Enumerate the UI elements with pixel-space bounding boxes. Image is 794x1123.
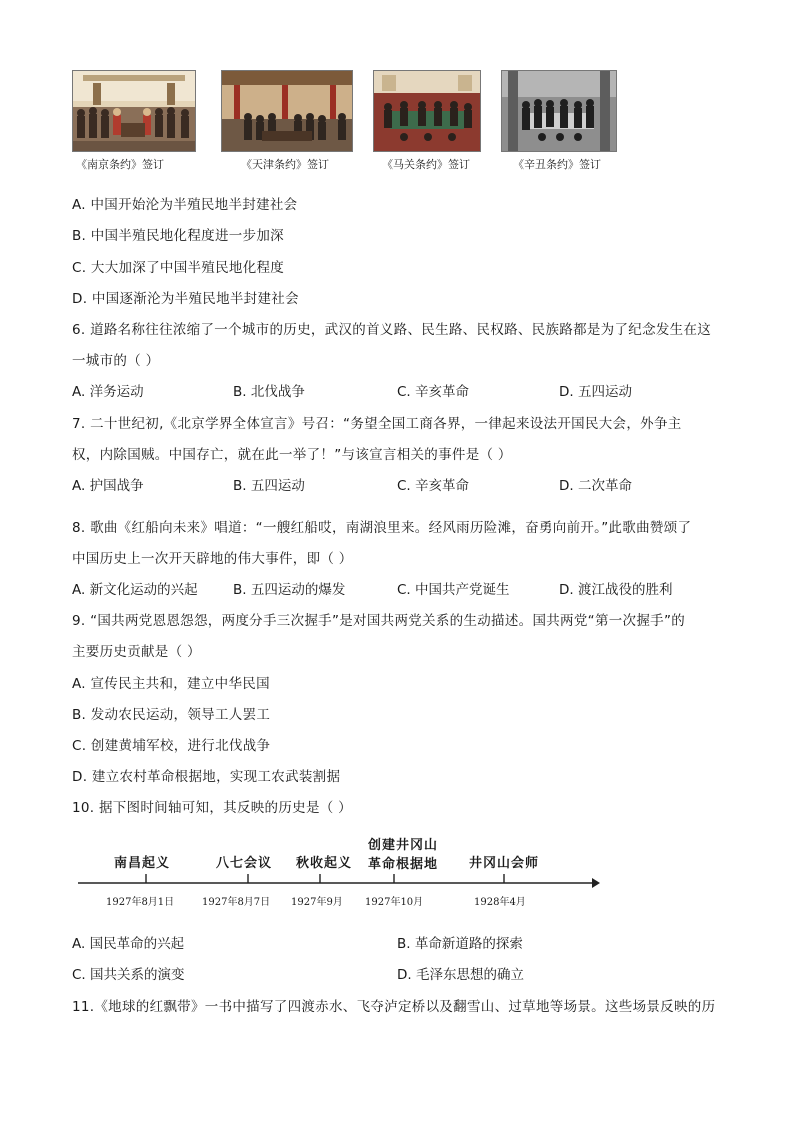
nanjing-treaty-photo xyxy=(72,70,196,171)
q9-option-a[interactable]: A. 宣传民主共和，建立中华民国 xyxy=(72,676,270,692)
shimonoseki-treaty-photo xyxy=(373,70,481,171)
timeline-date: 1927年9月 xyxy=(291,897,343,908)
photo-caption: 《马关条约》签订 xyxy=(382,158,470,171)
photo-caption: 《天津条约》签订 xyxy=(241,158,329,171)
q8-option-b[interactable]: B. 五四运动的爆发 xyxy=(233,582,346,598)
q7-stem-line-2: 权，内除国贼。中国存亡，就在此一举了！”与该宣言相关的事件是（ ） xyxy=(72,447,512,463)
timeline-event-label-line2: 革命根据地 xyxy=(368,857,439,872)
q7-stem-line-1: 7. 二十世纪初,《北京学界全体宣言》号召：“务望全国工商各界，一律起来设法开国民大会，外争主 xyxy=(72,416,682,432)
q7-option-a[interactable]: A. 护国战争 xyxy=(72,478,144,494)
photo-caption: 《南京条约》签订 xyxy=(76,158,164,171)
q11-stem-line-1: 11.《地球的红飘带》一书中描写了四渡赤水、飞夺泸定桥以及翻雪山、过草地等场景。这些场景反映的历 xyxy=(72,999,716,1015)
timeline-date: 1927年8月7日 xyxy=(202,897,271,908)
painting-icon xyxy=(221,70,353,152)
timeline-event-label: 创建井冈山 xyxy=(368,838,439,853)
timeline-event-label: 八七会议 xyxy=(216,856,273,871)
q10-option-d[interactable]: D. 毛泽东思想的确立 xyxy=(397,967,524,983)
q5-option-c[interactable]: C. 大大加深了中国半殖民地化程度 xyxy=(72,260,285,276)
timeline-date: 1927年8月1日 xyxy=(106,897,175,908)
boxer-protocol-photo xyxy=(501,70,617,171)
q5-option-d[interactable]: D. 中国逐渐沦为半殖民地半封建社会 xyxy=(72,291,299,307)
timeline-event-label: 井冈山会师 xyxy=(469,856,540,871)
photo-caption: 《辛丑条约》签订 xyxy=(513,158,601,171)
q10-timeline xyxy=(72,834,612,914)
painting-icon xyxy=(72,70,196,152)
timeline-event-label: 南昌起义 xyxy=(114,856,171,871)
q5-option-a[interactable]: A. 中国开始沦为半殖民地半封建社会 xyxy=(72,197,298,213)
q10-stem: 10. 据下图时间轴可知，其反映的历史是（ ） xyxy=(72,800,352,816)
q8-stem-line-1: 8. 歌曲《红船向未来》唱道：“一艘红船哎，南湖浪里来。经风雨历险滩，奋勇向前开。”此歌曲赞颂了 xyxy=(72,520,692,536)
timeline-date: 1928年4月 xyxy=(474,897,526,908)
painting-icon xyxy=(373,70,481,152)
photo-icon xyxy=(501,70,617,152)
q8-stem-line-2: 中国历史上一次开天辟地的伟大事件，即（ ） xyxy=(72,551,353,567)
q9-option-b[interactable]: B. 发动农民运动，领导工人罢工 xyxy=(72,707,271,723)
q6-option-b[interactable]: B. 北伐战争 xyxy=(233,384,305,400)
q9-stem-line-2: 主要历史贡献是（ ） xyxy=(72,644,201,660)
q6-option-d[interactable]: D. 五四运动 xyxy=(559,384,632,400)
q7-option-d[interactable]: D. 二次革命 xyxy=(559,478,632,494)
q7-option-c[interactable]: C. 辛亥革命 xyxy=(397,478,470,494)
q6-stem-line-2: 一城市的（ ） xyxy=(72,353,160,369)
q10-option-b[interactable]: B. 革命新道路的探索 xyxy=(397,936,523,952)
q9-option-d[interactable]: D. 建立农村革命根据地，实现工农武装割据 xyxy=(72,769,341,785)
q6-option-c[interactable]: C. 辛亥革命 xyxy=(397,384,470,400)
q9-stem-line-1: 9. “国共两党恩恩怨怨，两度分手三次握手”是对国共两党关系的生动描述。国共两党“第一次握手”的 xyxy=(72,613,686,629)
q5-option-b[interactable]: B. 中国半殖民地化程度进一步加深 xyxy=(72,228,284,244)
q8-option-a[interactable]: A. 新文化运动的兴起 xyxy=(72,582,198,598)
q6-option-a[interactable]: A. 洋务运动 xyxy=(72,384,144,400)
timeline-date: 1927年10月 xyxy=(365,897,424,908)
treaty-photo-row xyxy=(72,70,632,180)
q8-option-c[interactable]: C. 中国共产党诞生 xyxy=(397,582,510,598)
q6-stem-line-1: 6. 道路名称往往浓缩了一个城市的历史，武汉的首义路、民生路、民权路、民族路都是为了纪念发生在这 xyxy=(72,322,712,338)
q9-option-c[interactable]: C. 创建黄埔军校，进行北伐战争 xyxy=(72,738,271,754)
q8-option-d[interactable]: D. 渡江战役的胜利 xyxy=(559,582,673,598)
timeline-event-label: 秋收起义 xyxy=(296,856,353,871)
q10-option-a[interactable]: A. 国民革命的兴起 xyxy=(72,936,185,952)
arrow-icon xyxy=(592,878,600,888)
q7-option-b[interactable]: B. 五四运动 xyxy=(233,478,305,494)
q10-option-c[interactable]: C. 国共关系的演变 xyxy=(72,967,185,983)
tianjin-treaty-photo xyxy=(221,70,353,171)
